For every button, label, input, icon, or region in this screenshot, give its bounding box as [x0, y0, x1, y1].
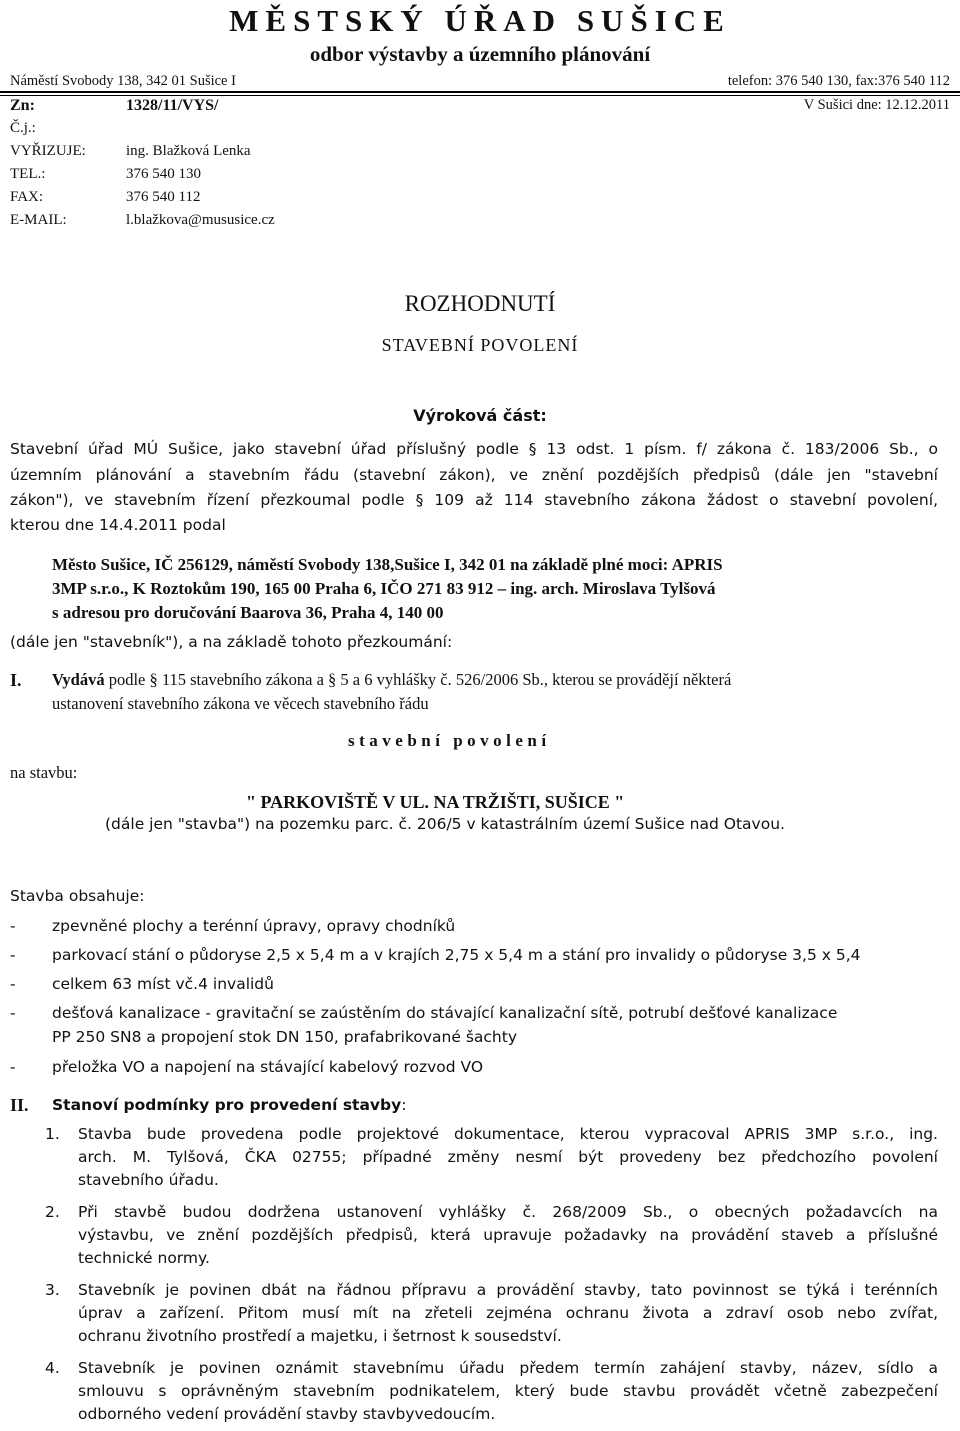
part-one-line: [52, 670, 731, 690]
list-bullet: -: [10, 1004, 16, 1022]
vyrizuje-label: VYŘIZUJE:: [10, 143, 86, 159]
condition-line: Stavba bude provedena podle projektové dokumentace, kterou vypracoval APRIS 3MP s.r.o., ing.: [78, 1125, 938, 1143]
condition-line: arch. M. Tylšová, ČKA 02755; případné změny nesmí být provedeny bez předchozího povolení: [78, 1148, 938, 1166]
email-value: l.blažkova@mususice.cz: [126, 212, 275, 228]
permit-type: stavební povolení: [348, 731, 551, 750]
condition-line: technické normy.: [78, 1249, 210, 1267]
list-bullet: -: [10, 1058, 16, 1076]
condition-number: 1.: [45, 1125, 60, 1143]
condition-line: Při stavbě budou dodržena ustanovení vyhlášky č. 268/2009 Sb., o obecných požadavcích na: [78, 1203, 938, 1221]
office-contact: telefon: 376 540 130, fax:376 540 112: [727, 73, 950, 89]
fax-label: FAX:: [10, 189, 44, 205]
operative-part-heading: Výroková část:: [413, 406, 547, 425]
applicant-line: Město Sušice, IČ 256129, náměstí Svobody 138,Sušice I, 342 01 na základě plné moci: APRIS: [52, 555, 723, 574]
part-one-line-rest: podle § 115 stavebního zákona a § 5 a 6 vyhlášky č. 526/2006 Sb., kterou se provádějí některá: [108, 670, 732, 689]
applicant-line: 3MP s.r.o., K Roztokům 190, 165 00 Praha 6, IČO 271 83 912 – ing. arch. Miroslava Tylšová: [52, 579, 716, 598]
list-bullet: -: [10, 975, 16, 993]
condition-line: odborného vedení provádění stavby stavbyvedoucím.: [78, 1405, 496, 1423]
contents-heading: Stavba obsahuje:: [10, 887, 145, 905]
decision-title: ROZHODNUTÍ: [404, 291, 556, 316]
contents-item: přeložka VO a napojení na stávající kabelový rozvod VO: [52, 1058, 484, 1076]
condition-number: 4.: [45, 1359, 60, 1377]
intro-line: kterou dne 14.4.2011 podal: [10, 516, 226, 534]
applicant-line: s adresou pro doručování Baarova 36, Praha 4, 140 00: [52, 603, 444, 622]
office-address: Náměstí Svobody 138, 342 01 Sušice I: [10, 73, 236, 89]
part-two-heading: Stanoví podmínky pro provedení stavby: [52, 1096, 402, 1114]
header-rule-thin: [0, 95, 960, 96]
contents-item: celkem 63 míst vč.4 invalidů: [52, 975, 274, 993]
header-rule: [0, 91, 960, 93]
contents-item-cont: PP 250 SN8 a propojení stok DN 150, prafabrikované šachty: [52, 1028, 518, 1046]
part-two-heading-line: [52, 1096, 406, 1114]
condition-number: 3.: [45, 1281, 60, 1299]
fax-value: 376 540 112: [126, 189, 201, 205]
condition-line: smlouvu s oprávněným stavebním podnikatelem, který bude stavbu provádět včetně zabezpečení: [78, 1382, 938, 1400]
office-title: MĚSTSKÝ ÚŘAD SUŠICE: [229, 3, 731, 38]
intro-line: Stavební úřad MÚ Sušice, jako stavební úřad příslušný podle § 13 odst. 1 písm. f/ zákona č. 183/2006 Sb., o: [10, 440, 938, 458]
condition-line: výstavbu, ve znění pozdějších předpisů, která upravuje požadavky na provádění staveb a příslušné: [78, 1226, 938, 1244]
zn-label: Zn:: [10, 97, 35, 114]
building-name: " PARKOVIŠTĚ V UL. NA TRŽIŠTI, SUŠICE ": [246, 792, 625, 812]
cj-label: Č.j.:: [10, 120, 36, 136]
tel-value: 376 540 130: [126, 166, 201, 182]
condition-line: stavebního úřadu.: [78, 1171, 219, 1189]
contents-item: parkovací stání o půdoryse 2,5 x 5,4 m a v krajích 2,75 x 5,4 m a stání pro invalidy o půdoryse 3,5 x 5,4: [52, 946, 861, 964]
part-one-numeral: I.: [10, 670, 22, 690]
for-building-label: na stavbu:: [10, 763, 78, 782]
condition-line: úprav a zařízení. Přitom musí mít na zřeteli zejména ochranu života a zdraví osob nebo zvířat,: [78, 1304, 938, 1322]
building-note: (dále jen "stavba") na pozemku parc. č. 206/5 v katastrálním území Sušice nad Otavou.: [105, 815, 785, 833]
list-bullet: -: [10, 946, 16, 964]
condition-line: Stavebník je povinen dbát na řádnou přípravu a provádění stavby, tato povinnost se týká i terénních: [78, 1281, 938, 1299]
part-two-numeral: II.: [10, 1095, 29, 1115]
zn-value: 1328/11/VYS/: [126, 97, 219, 114]
email-label: E-MAIL:: [10, 212, 67, 228]
part-two-colon: :: [401, 1096, 407, 1114]
issue-verb: Vydává: [52, 670, 105, 689]
department-subtitle: odbor výstavby a územního plánování: [309, 42, 651, 66]
tel-label: TEL.:: [10, 166, 46, 182]
part-one-line2: ustanovení stavebního zákona ve věcech stavebního řádu: [52, 694, 429, 713]
contents-item: dešťová kanalizace - gravitační se zaústěním do stávající kanalizační sítě, potrubí dešťové kanalizace: [52, 1004, 838, 1022]
document-date: V Sušici dne: 12.12.2011: [803, 97, 950, 113]
after-review-text: (dále jen "stavebník"), a na základě tohoto přezkoumání:: [10, 633, 453, 651]
vyrizuje-value: ing. Blažková Lenka: [126, 143, 251, 159]
condition-line: Stavebník je povinen oznámit stavebnímu úřadu předem termín zahájení stavby, název, sídlo a: [78, 1359, 938, 1377]
list-bullet: -: [10, 917, 16, 935]
condition-line: ochranu životního prostředí a majetku, i šetrnost k sousedství.: [78, 1327, 562, 1345]
condition-number: 2.: [45, 1203, 60, 1221]
contents-item: zpevněné plochy a terénní úpravy, opravy chodníků: [52, 917, 456, 935]
intro-line: územním plánování a stavebním řádu (stavební zákon), ve znění pozdějších předpisů (dále jen "stavební: [10, 466, 938, 484]
decision-subtitle: STAVEBNÍ POVOLENÍ: [381, 335, 579, 355]
intro-line: zákon"), ve stavebním řízení přezkoumal podle § 109 až 114 stavebního zákona žádost o stavební povolení,: [10, 491, 938, 509]
